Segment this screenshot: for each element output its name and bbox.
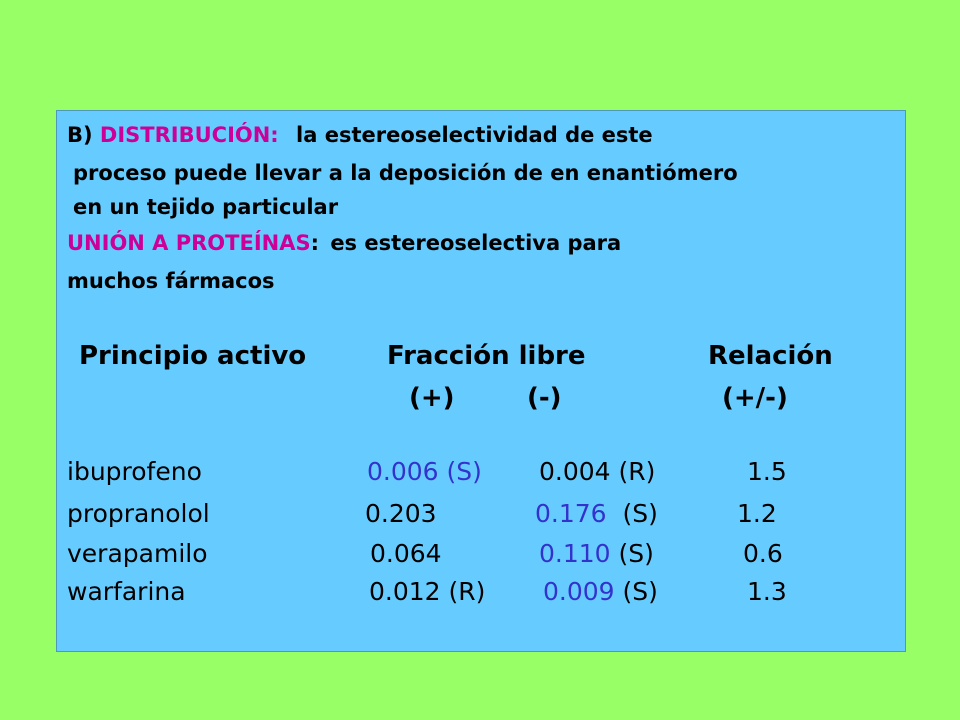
plus-fraction [365, 499, 437, 528]
minus-fraction [539, 539, 654, 568]
minus-value: 0.004 [539, 457, 611, 486]
drug-name: verapamilo [67, 539, 208, 568]
minus-fraction [539, 457, 655, 486]
minus-tag: (R) [610, 457, 656, 486]
plus-value: 0.006 [367, 457, 439, 486]
header-fraction: Fracción libre [387, 341, 586, 371]
ratio-value: 1.5 [747, 457, 787, 486]
distribucion-text-3: en un tejido particular [73, 195, 339, 219]
drug-name: warfarina [67, 577, 186, 606]
drug-name: ibuprofeno [67, 457, 202, 486]
plus-fraction [367, 457, 482, 486]
content-panel [56, 110, 906, 652]
distribucion-text-2: proceso puede llevar a la deposición de en enantiómero [73, 161, 738, 185]
minus-tag: (S) [606, 499, 658, 528]
section-b-label: B) [67, 123, 93, 147]
protein-heading: UNIÓN A PROTEÍNAS [67, 231, 311, 255]
protein-heading-line [67, 231, 621, 255]
plus-value: 0.064 [370, 539, 442, 568]
distribucion-heading: DISTRIBUCIÓN: [99, 123, 279, 147]
plus-tag: (S) [438, 457, 482, 486]
header-minus: (-) [527, 383, 562, 413]
plus-fraction [370, 539, 442, 568]
protein-text-1: es estereoselectiva para [330, 231, 622, 255]
ratio-value: 0.6 [743, 539, 783, 568]
distribucion-text-1: la estereoselectividad de este [296, 123, 653, 147]
header-ratio: Relación [708, 341, 833, 371]
plus-value: 0.203 [365, 499, 437, 528]
minus-tag: (S) [610, 539, 654, 568]
plus-tag: (R) [440, 577, 486, 606]
plus-value: 0.012 [369, 577, 441, 606]
header-ratio-sub: (+/-) [722, 383, 788, 413]
minus-value: 0.176 [535, 499, 607, 528]
protein-text-2: muchos fármacos [67, 269, 275, 293]
minus-fraction [543, 577, 658, 606]
minus-value: 0.110 [539, 539, 611, 568]
plus-fraction [369, 577, 485, 606]
minus-tag: (S) [614, 577, 658, 606]
drug-name: propranolol [67, 499, 210, 528]
minus-value: 0.009 [543, 577, 615, 606]
ratio-value: 1.3 [747, 577, 787, 606]
section-b-heading-line [67, 123, 653, 147]
header-plus: (+) [409, 383, 455, 413]
header-principle: Principio activo [79, 341, 307, 371]
minus-fraction [535, 499, 658, 528]
ratio-value: 1.2 [737, 499, 777, 528]
protein-colon: : [310, 231, 319, 255]
